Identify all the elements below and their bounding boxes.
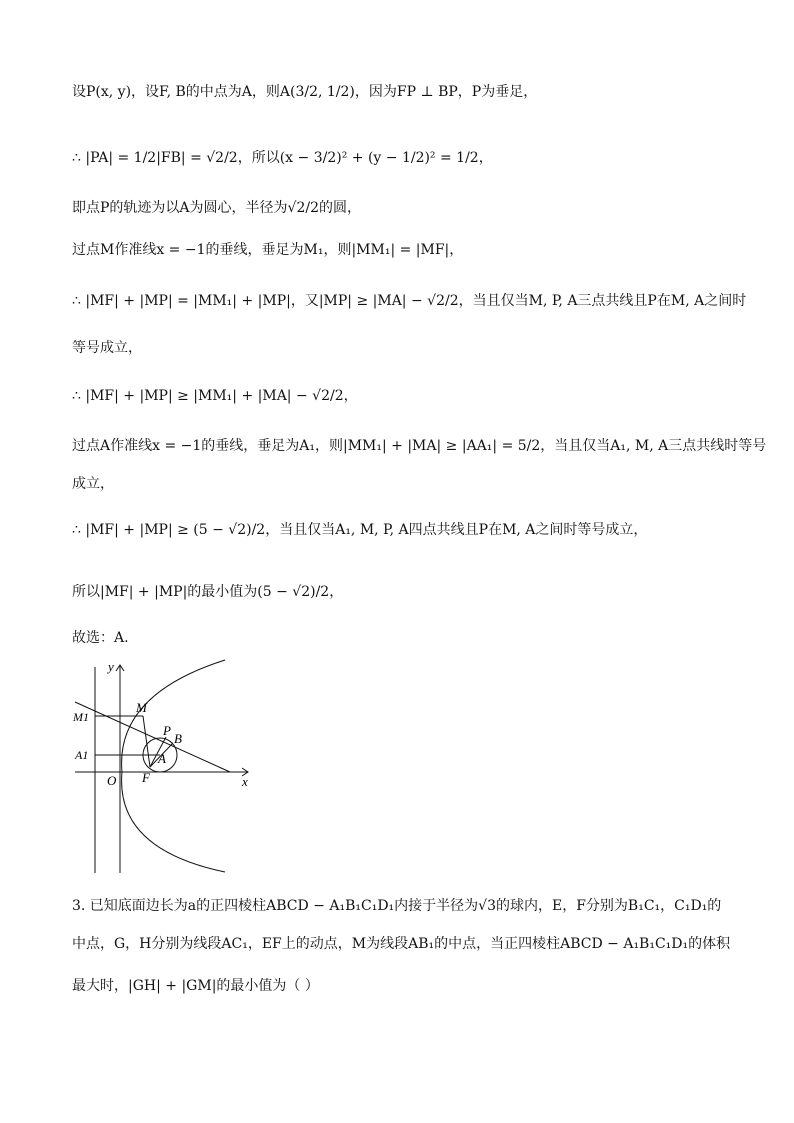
solution-line-6: 等号成立， bbox=[72, 340, 142, 356]
label-P: P bbox=[163, 723, 171, 738]
solution-line-1: 设P(x, y)，设F, B的中点为A，则A(3/2, 1/2)，因为FP ⊥ BP，P为垂足， bbox=[72, 84, 538, 100]
solution-line-3: 即点P的轨迹为以A为圆心，半径为√2/2的圆， bbox=[72, 200, 361, 216]
solution-line-5: ∴ |MF| + |MP| = |MM₁| + |MP|，又|MP| ≥ |MA| − √2/2，当且仅当M, P, A三点共线且P在M, A之间时 bbox=[72, 293, 747, 309]
question-3-line-2: 中点，G，H分别为线段AC₁，EF上的动点，M为线段AB₁的中点，当正四棱柱ABCD − A₁B₁C₁D₁的体积 bbox=[72, 936, 731, 952]
label-B: B bbox=[174, 731, 182, 746]
label-A: A bbox=[158, 751, 166, 766]
label-O: O bbox=[107, 773, 117, 788]
question-3-line-1: 3. 已知底面边长为a的正四棱柱ABCD − A₁B₁C₁D₁内接于半径为√3的球内，E，F分别为B₁C₁，C₁D₁的 bbox=[72, 898, 722, 914]
solution-line-8: 过点A作准线x = −1的垂线，垂足为A₁，则|MM₁| + |MA| ≥ |AA₁| = 5/2，当且仅当A₁, M, A三点共线时等号 bbox=[72, 438, 767, 454]
label-M1: M1 bbox=[73, 710, 89, 724]
solution-line-11: 所以|MF| + |MP|的最小值为(5 − √2)/2， bbox=[72, 584, 344, 600]
solution-line-2: ∴ |PA| = 1/2|FB| = √2/2，所以(x − 3/2)² + (y − 1/2)² = 1/2， bbox=[72, 150, 493, 166]
answer-line: 故选：A. bbox=[72, 630, 129, 646]
solution-line-7: ∴ |MF| + |MP| ≥ |MM₁| + |MA| − √2/2， bbox=[72, 388, 358, 404]
question-3-line-3: 最大时，|GH| + |GM|的最小值为（ ） bbox=[72, 978, 319, 994]
label-x: x bbox=[242, 774, 248, 789]
label-F: F bbox=[142, 770, 150, 785]
solution-line-10: ∴ |MF| + |MP| ≥ (5 − √2)/2，当且仅当A₁, M, P, A四点共线且P在M, A之间时等号成立， bbox=[72, 522, 648, 538]
label-y: y bbox=[108, 659, 114, 674]
parabola-figure bbox=[70, 655, 270, 875]
label-A1: A1 bbox=[75, 748, 89, 762]
solution-line-4: 过点M作准线x = −1的垂线，垂足为M₁，则|MM₁| = |MF|， bbox=[72, 242, 464, 258]
solution-line-9: 成立， bbox=[72, 476, 114, 492]
label-M: M bbox=[136, 700, 147, 715]
